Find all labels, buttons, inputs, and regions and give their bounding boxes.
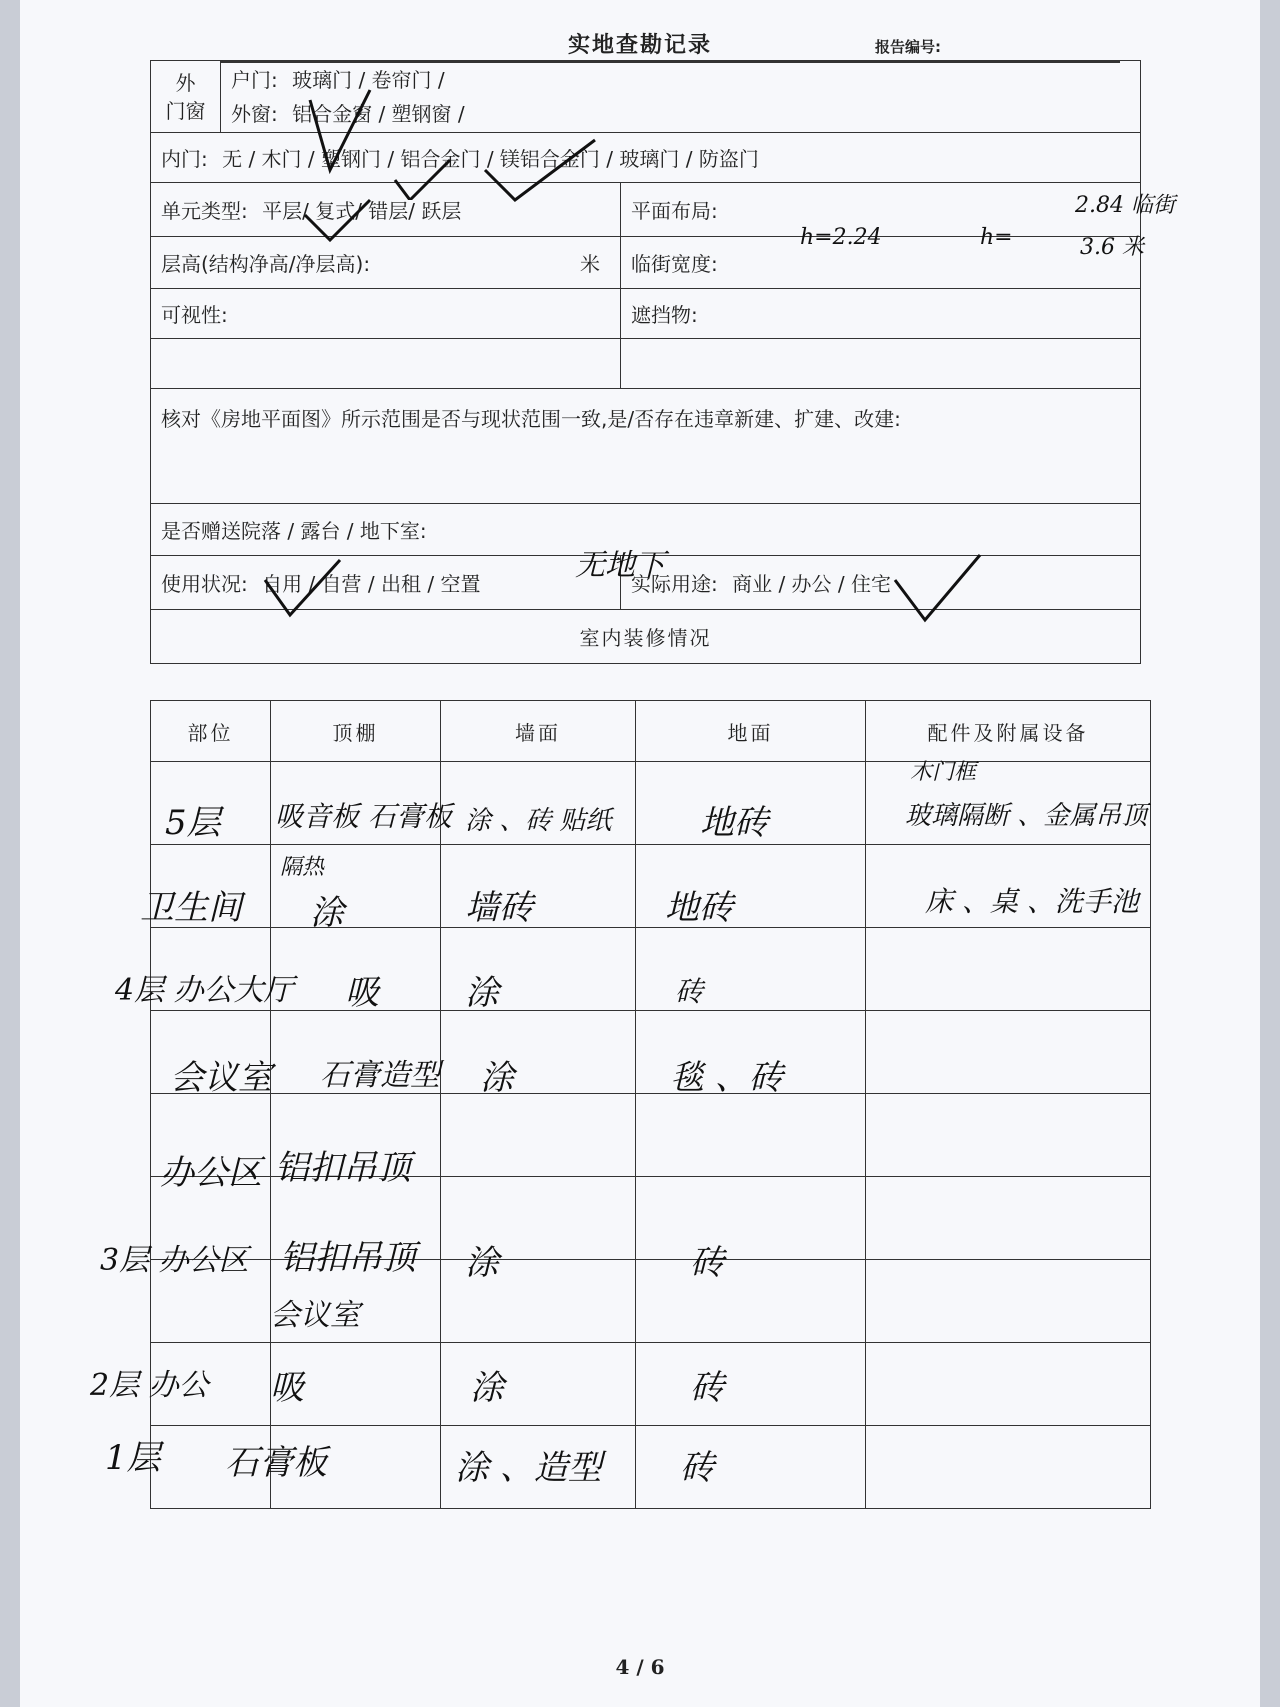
window-label: 外窗: <box>231 101 278 126</box>
door-label: 户门: <box>231 67 278 92</box>
hand-r3-part: 4层 办公大厅 <box>115 973 294 1008</box>
inner-door-options: 无 / 木门 / 塑钢门 / 铝合金门 / 镁铝合金门 / 玻璃门 / 防盗门 <box>222 147 759 171</box>
hand-r6-part: 3层 办公区 <box>100 1243 249 1278</box>
hand-r3-ceiling: 吸 <box>345 973 379 1013</box>
hand-r7-wall: 涂 <box>470 1368 504 1408</box>
decoration-title: 室内装修情况 <box>151 610 1141 664</box>
hand-r8-floor: 砖 <box>680 1448 714 1488</box>
header-fittings: 配件及附属设备 <box>866 701 1151 762</box>
hand-r2-fittings: 床 、桌 、洗手池 <box>925 885 1139 918</box>
obstruction-cell <box>621 289 1141 339</box>
hand-plan-1: h=2.24 <box>800 225 882 250</box>
hand-r1-fittings-2: 玻璃隔断 、金属吊顶 <box>905 801 1148 831</box>
hand-r3-wall: 涂 <box>465 973 499 1013</box>
header-part: 部位 <box>151 701 271 762</box>
verify-label: 核对《房地平面图》所示范围是否与现状范围一致,是/否存在违章新建、扩建、改建: <box>161 407 901 431</box>
unit-type-options: 平层/ 复式/ 错层/ 跃层 <box>262 199 462 223</box>
hand-r7-ceiling: 吸 <box>270 1368 304 1408</box>
header-floor: 地面 <box>636 701 866 762</box>
hand-r8-wall: 涂 、造型 <box>455 1448 602 1488</box>
actual-use-options: 商业 / 办公 / 住宅 <box>732 572 892 596</box>
document-title: 实地查勘记录 <box>567 33 712 58</box>
inner-door-row <box>151 133 1141 183</box>
hand-r7-floor: 砖 <box>690 1368 724 1408</box>
hand-r4-wall: 涂 <box>480 1058 514 1098</box>
header-ceiling: 顶棚 <box>271 701 441 762</box>
usage-label: 使用状况: <box>161 572 248 596</box>
hand-r2-floor: 地砖 <box>665 888 733 928</box>
decoration-header-row <box>151 701 1151 762</box>
checkmark-icon <box>890 550 990 630</box>
hand-r4-part: 会议室 <box>170 1058 272 1098</box>
page-number: 4 / 6 <box>615 1655 665 1679</box>
visibility-label: 可视性: <box>161 303 228 327</box>
table-row <box>151 928 1151 1011</box>
window-options: 铝合金窗 / 塑钢窗 / <box>292 101 465 126</box>
unit-type-label: 单元类型: <box>161 199 248 223</box>
hand-r6-wall: 涂 <box>465 1243 499 1283</box>
hand-r5-part: 办公区 <box>160 1153 262 1193</box>
hand-r4-floor: 毯 、砖 <box>670 1058 783 1098</box>
hand-plan-2: h= <box>980 225 1013 250</box>
hand-r2-ceiling-1: 隔热 <box>280 855 325 880</box>
floor-height-label: 层高(结构净高/净层高): <box>161 252 371 276</box>
actual-use-label: 实际用途: <box>631 572 718 596</box>
visibility-cell <box>151 289 621 339</box>
blank-cell-left <box>151 339 621 389</box>
hand-r5-ceiling: 铝扣吊顶 <box>275 1148 411 1188</box>
floor-height-cell <box>151 237 621 289</box>
hand-gift: 无地下 <box>575 548 665 583</box>
hand-r2-ceiling-2: 涂 <box>310 893 344 933</box>
inner-door-label: 内门: <box>161 147 208 171</box>
gift-label: 是否赠送院落 / 露台 / 地下室: <box>161 519 427 543</box>
hand-plan-4: 3.6 米 <box>1080 235 1144 260</box>
hand-r6-extra: 会议室 <box>270 1298 360 1333</box>
floor-height-unit: 米 <box>580 252 600 276</box>
hand-r2-part: 卫生间 <box>140 888 242 928</box>
usage-cell <box>151 556 621 610</box>
hand-r8-ceiling: 石膏板 <box>225 1443 327 1483</box>
hand-r6-ceiling: 铝扣吊顶 <box>280 1238 416 1278</box>
floor-plan-label: 平面布局: <box>631 199 718 223</box>
checkmark-icon <box>260 555 350 625</box>
hand-r6-floor: 砖 <box>690 1243 724 1283</box>
checkmark-icon <box>300 60 460 200</box>
verify-cell <box>151 389 1141 504</box>
hand-r2-wall: 墙砖 <box>465 888 533 928</box>
report-number-label: 报告编号: <box>875 38 941 56</box>
blank-cell-right <box>621 339 1141 389</box>
hand-r1-wall: 涂 、砖 贴纸 <box>465 806 612 836</box>
usage-options: 自用 / 自营 / 出租 / 空置 <box>262 572 481 596</box>
checkmark-icon <box>475 130 615 210</box>
document-page <box>20 0 1260 1707</box>
door-options: 玻璃门 / 卷帘门 / <box>292 67 445 92</box>
hand-r7-part: 2层 办公 <box>90 1368 209 1403</box>
obstruction-label: 遮挡物: <box>631 303 698 327</box>
checkmark-icon <box>300 195 380 255</box>
hand-plan-3: 2.84 临街 <box>1075 193 1175 218</box>
hand-r8-part: 1层 <box>105 1438 161 1478</box>
hand-r4-ceiling: 石膏造型 <box>320 1058 440 1093</box>
hand-r1-fittings-1: 木门框 <box>910 760 977 785</box>
table-row <box>151 1011 1151 1094</box>
street-width-label: 临街宽度: <box>631 252 718 276</box>
actual-use-cell <box>621 556 1141 610</box>
header-wall: 墙面 <box>441 701 636 762</box>
hand-r3-floor: 砖 <box>675 975 704 1008</box>
hand-r1-floor: 地砖 <box>700 803 768 843</box>
hand-r1-ceiling: 吸音板 石膏板 <box>275 800 452 833</box>
exterior-label: 外 门窗 <box>151 61 221 133</box>
hand-r1-part: 5层 <box>165 803 221 843</box>
